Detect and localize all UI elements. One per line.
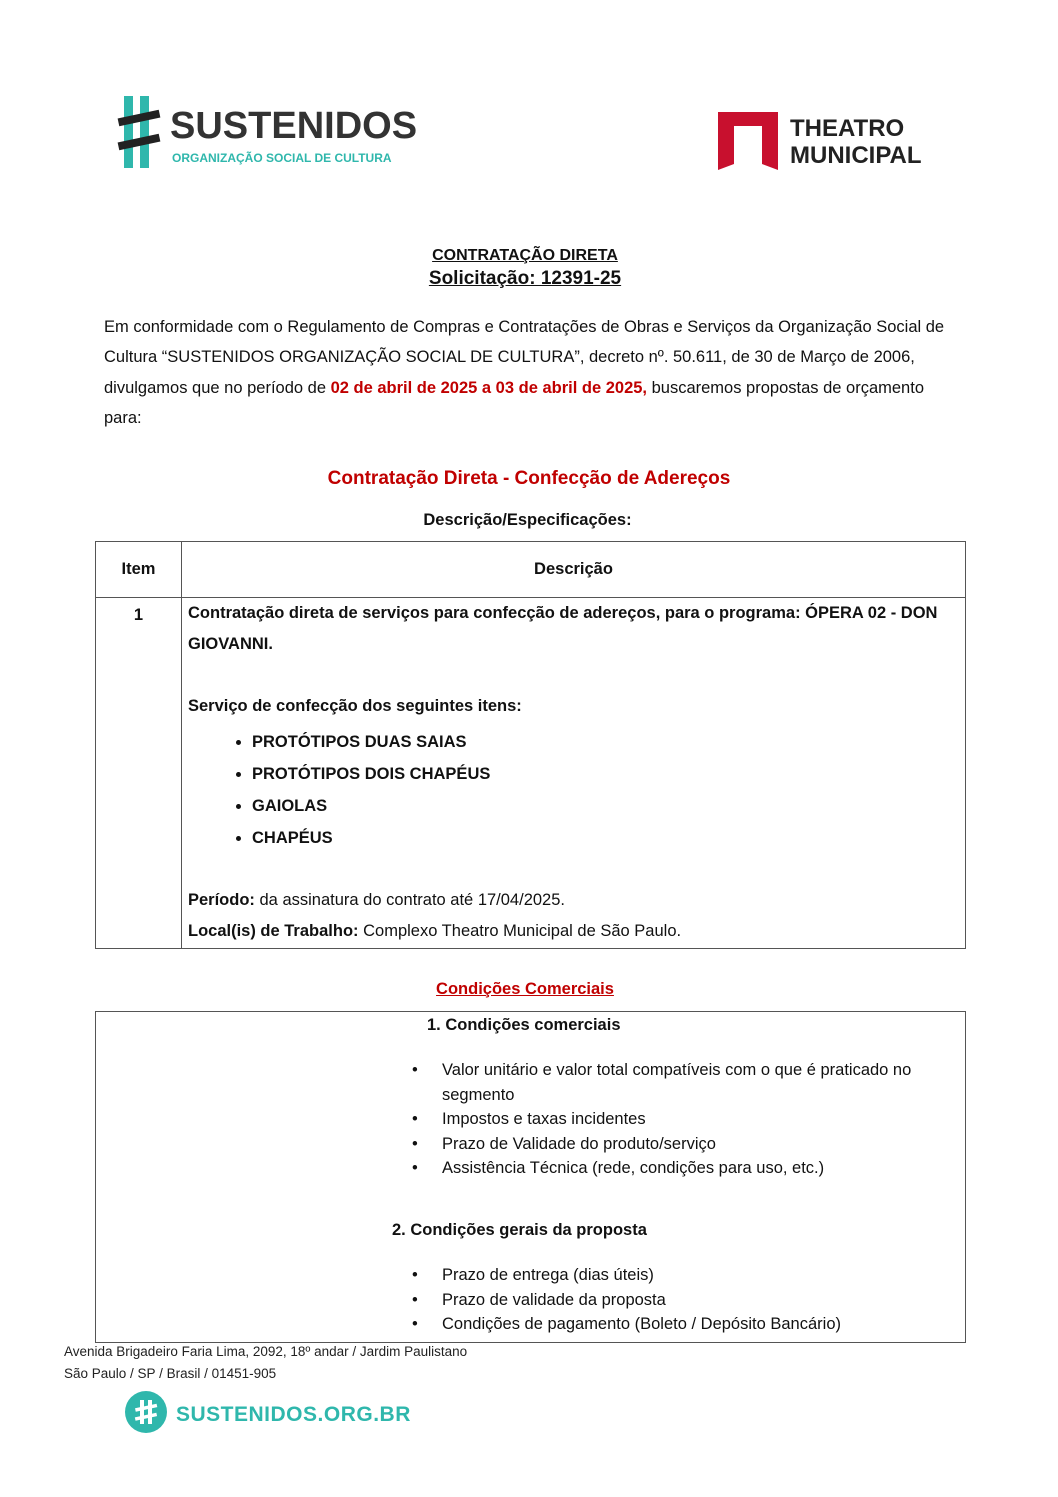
commercial-list-2 [412, 1263, 957, 1337]
commercial-heading-2: 2. Condições gerais da proposta [392, 1221, 647, 1239]
list-item: • CHAPÉUS [252, 822, 959, 854]
sustenidos-logo [118, 94, 418, 172]
period-highlight: 02 de abril de 2025 a 03 de abril de 2025, [330, 378, 648, 397]
period-line: Período: da assinatura do contrato até 17/04/2025. [188, 891, 565, 909]
website-link[interactable]: SUSTENIDOS.ORG.BR [176, 1403, 411, 1426]
list-item: • Assistência Técnica (rede, condições para uso, etc.) [412, 1159, 825, 1177]
list-item: • Prazo de validade da proposta [412, 1290, 666, 1309]
commercial-list-1 [412, 1058, 957, 1181]
hashtag-icon [125, 1391, 167, 1433]
spec-table [95, 541, 966, 949]
footer-address-line-1: Avenida Brigadeiro Faria Lima, 2092, 18º andar / Jardim Paulistano [64, 1344, 468, 1359]
svg-text:SUSTENIDOS: SUSTENIDOS [170, 105, 418, 147]
document-title: CONTRATAÇÃO DIRETA [432, 247, 618, 264]
header-item: Item [96, 542, 182, 598]
list-item: • Prazo de entrega (dias úteis) [412, 1266, 654, 1284]
intro-paragraph: Em conformidade com o Regulamento de Compras e Contratações de Obras e Serviços da Organização Social de Cultura “SUSTENIDOS ORGANIZAÇÃO SOCIAL DE CULTURA”, decreto nº. 50.611, de 30 de Março de 2006, divulgamos que no período de 02 de abril de 2025 a 03 de abril de 2025, buscaremos propostas de orçamento para: [104, 318, 945, 427]
hashtag-icon [118, 96, 161, 168]
theatro-mark-icon [718, 112, 778, 170]
svg-text:MUNICIPAL: MUNICIPAL [790, 142, 922, 169]
services-heading: Serviço de confecção dos seguintes itens: [188, 697, 522, 715]
item-number: 1 [133, 606, 144, 624]
list-item: • PROTÓTIPOS DUAS SAIAS [252, 726, 959, 758]
footer-address-line-2: São Paulo / SP / Brasil / 01451-905 [64, 1366, 277, 1381]
description-cell [182, 598, 966, 949]
local-line: Local(is) de Trabalho: Complexo Theatro Municipal de São Paulo. [188, 922, 682, 940]
list-item: • Impostos e taxas incidentes [412, 1110, 646, 1128]
theatro-municipal-logo [716, 108, 956, 174]
header-description: Descrição [182, 542, 966, 598]
request-number: Solicitação: 12391-25 [428, 268, 622, 289]
list-item: • Condições de pagamento (Boleto / Depósito Bancário) [412, 1315, 841, 1333]
svg-text:ORGANIZAÇÃO SOCIAL DE CULTURA: ORGANIZAÇÃO SOCIAL DE CULTURA [172, 151, 392, 165]
list-item: • PROTÓTIPOS DOIS CHAPÉUS [252, 758, 959, 790]
description-main: Contratação direta de serviços para confecção de adereços, para o programa: ÓPERA 02 - DON GIOVANNI. [188, 604, 938, 653]
spec-heading: Descrição/Especificações: [423, 511, 632, 529]
table-header-row [96, 542, 966, 598]
list-item: • Valor unitário e valor total compatíveis com o que é praticado no segmento [412, 1061, 912, 1104]
table-row [96, 598, 966, 949]
services-list [188, 726, 959, 854]
commercial-heading-1: 1. Condições comerciais [427, 1016, 621, 1034]
commercial-title: Condições Comerciais [436, 980, 614, 998]
list-item: • Prazo de Validade do produto/serviço [412, 1134, 716, 1153]
list-item: • GAIOLAS [252, 790, 959, 822]
section-title: Contratação Direta - Confecção de Adereços [327, 468, 731, 489]
svg-text:THEATRO: THEATRO [790, 115, 905, 142]
